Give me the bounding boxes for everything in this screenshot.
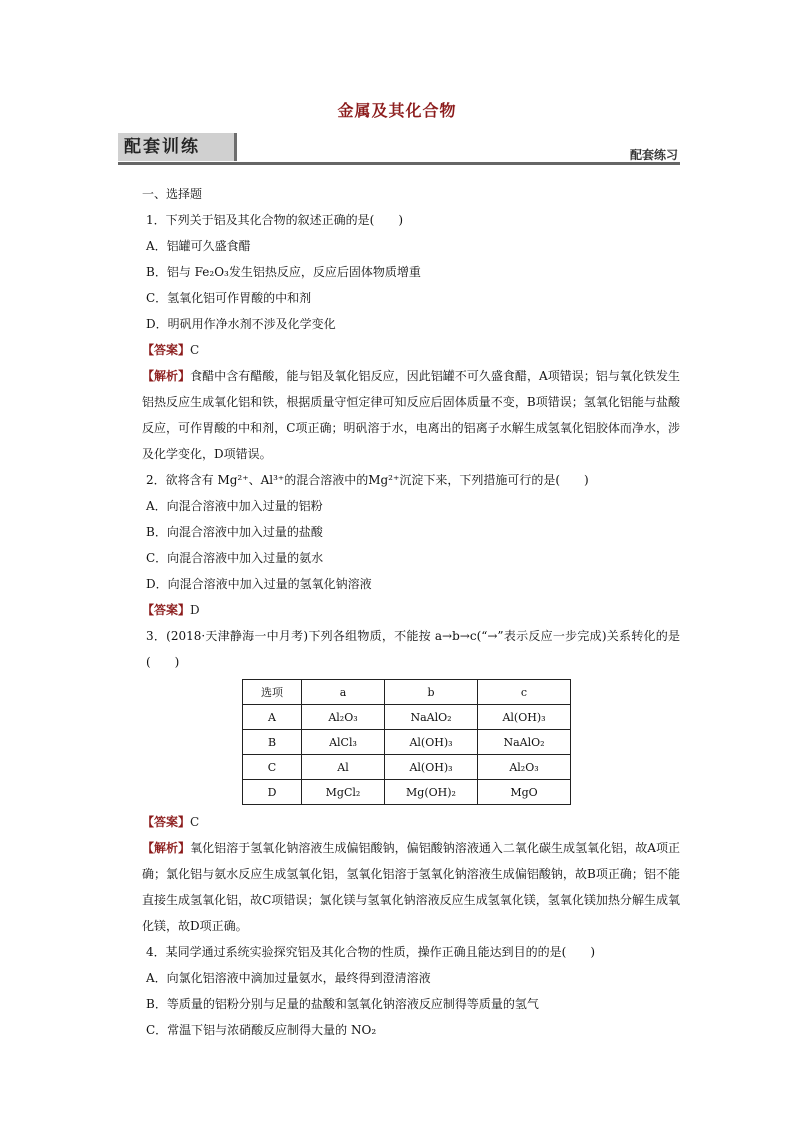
banner-right-label: 配套练习 (629, 148, 678, 162)
answer-tag: 【答案】 (142, 815, 191, 829)
table-header-row (243, 680, 571, 705)
table-cell: Al(OH)₃ (385, 755, 478, 780)
options-table (242, 679, 571, 805)
table-header-cell: c (478, 680, 571, 705)
table-row (243, 755, 571, 780)
analysis-tag: 【解析】 (142, 369, 191, 383)
table-cell: Al(OH)₃ (478, 705, 571, 730)
banner-label: 配套训练 (118, 133, 237, 161)
analysis-text: 氧化铝溶于氢氧化钠溶液生成偏铝酸钠，偏铝酸钠溶液通入二氧化碳生成氢氧化铝，故A项正确；氯化铝与氨水反应生成氢氧化铝，氢氧化铝溶于氢氧化钠溶液生成偏铝酸钠，故B项正确；铝不能直接生成氢氧化铝，故C项错误；氯化镁与氢氧化钠溶液反应生成氢氧化镁，氢氧化镁加热分解生成氧化镁，故D项正确。 (142, 841, 680, 933)
question-1-answer (118, 337, 680, 363)
table-cell: NaAlO₂ (385, 705, 478, 730)
table-row (243, 780, 571, 805)
analysis-text: 食醋中含有醋酸，能与铝及氧化铝反应，因此铝罐不可久盛食醋，A项错误；铝与氧化铁发生铝热反应生成氧化铝和铁，根据质量守恒定律可知反应后固体质量不变，B项错误；氢氧化铝能与盐酸反应，可作胃酸的中和剂，C项正确；明矾溶于水，电离出的铝离子水解生成氢氧化铝胶体而净水，涉及化学变化，D项错误。 (142, 369, 680, 461)
question-4-option-b: B．等质量的铝粉分别与足量的盐酸和氢氧化钠溶液反应制得等质量的氢气 (146, 997, 539, 1011)
question-2-option-a: A．向混合溶液中加入过量的铝粉 (146, 499, 323, 513)
table-cell: Al (302, 755, 385, 780)
question-1-option-d: D．明矾用作净水剂不涉及化学变化 (146, 317, 336, 331)
question-1-option-c: C．氢氧化铝可作胃酸的中和剂 (146, 291, 312, 305)
table-cell: MgO (478, 780, 571, 805)
question-1-option-b: B．铝与 Fe₂O₃发生铝热反应，反应后固体物质增重 (146, 265, 421, 279)
question-2-stem: 2．欲将含有 Mg²⁺、Al³⁺的混合溶液中的Mg²⁺沉淀下来，下列措施可行的是( ) (146, 473, 589, 487)
section-heading: 一、选择题 (142, 187, 203, 201)
answer-tag: 【答案】 (142, 603, 191, 617)
question-3-stem: 3．(2018·天津静海一中月考)下列各组物质，不能按 a→b→c(“→”表示反应一步完成)关系转化的是( ) (146, 629, 680, 669)
table-header-cell: a (302, 680, 385, 705)
table-row (243, 730, 571, 755)
question-2-option-b: B．向混合溶液中加入过量的盐酸 (146, 525, 323, 539)
table-cell: Al₂O₃ (302, 705, 385, 730)
question-4-stem: 4．某同学通过系统实验探究铝及其化合物的性质，操作正确且能达到目的的是( ) (146, 945, 596, 959)
table-header-cell: b (385, 680, 478, 705)
table-cell: Mg(OH)₂ (385, 780, 478, 805)
table-cell: Al(OH)₃ (385, 730, 478, 755)
page-title: 金属及其化合物 (337, 101, 457, 120)
question-2-answer (118, 597, 680, 623)
analysis-tag: 【解析】 (142, 841, 191, 855)
answer-tag: 【答案】 (142, 343, 191, 357)
table-cell: NaAlO₂ (478, 730, 571, 755)
table-cell: B (243, 730, 302, 755)
table-header-cell: 选项 (243, 680, 302, 705)
question-1-analysis (118, 363, 680, 467)
question-4-option-c: C．常温下铝与浓硝酸反应制得大量的 NO₂ (146, 1023, 377, 1037)
table-cell: D (243, 780, 302, 805)
answer-value: C (190, 815, 200, 829)
question-3-answer (118, 809, 680, 835)
banner-rule (118, 162, 680, 165)
question-2-option-d: D．向混合溶液中加入过量的氢氧化钠溶液 (146, 577, 372, 591)
table-cell: MgCl₂ (302, 780, 385, 805)
question-2-option-c: C．向混合溶液中加入过量的氨水 (146, 551, 324, 565)
question-1-option-a: A．铝罐可久盛食醋 (146, 239, 251, 253)
question-4-option-a: A．向氯化铝溶液中滴加过量氨水，最终得到澄清溶液 (146, 971, 431, 985)
table-cell: AlCl₃ (302, 730, 385, 755)
table-cell: Al₂O₃ (478, 755, 571, 780)
section-banner (118, 133, 680, 165)
document-body (118, 181, 680, 1043)
table-cell: A (243, 705, 302, 730)
question-3-analysis (118, 835, 680, 939)
table-cell: C (243, 755, 302, 780)
answer-value: D (190, 603, 200, 617)
table-row (243, 705, 571, 730)
answer-value: C (190, 343, 200, 357)
question-1-stem: 1．下列关于铝及其化合物的叙述正确的是( ) (146, 213, 403, 227)
